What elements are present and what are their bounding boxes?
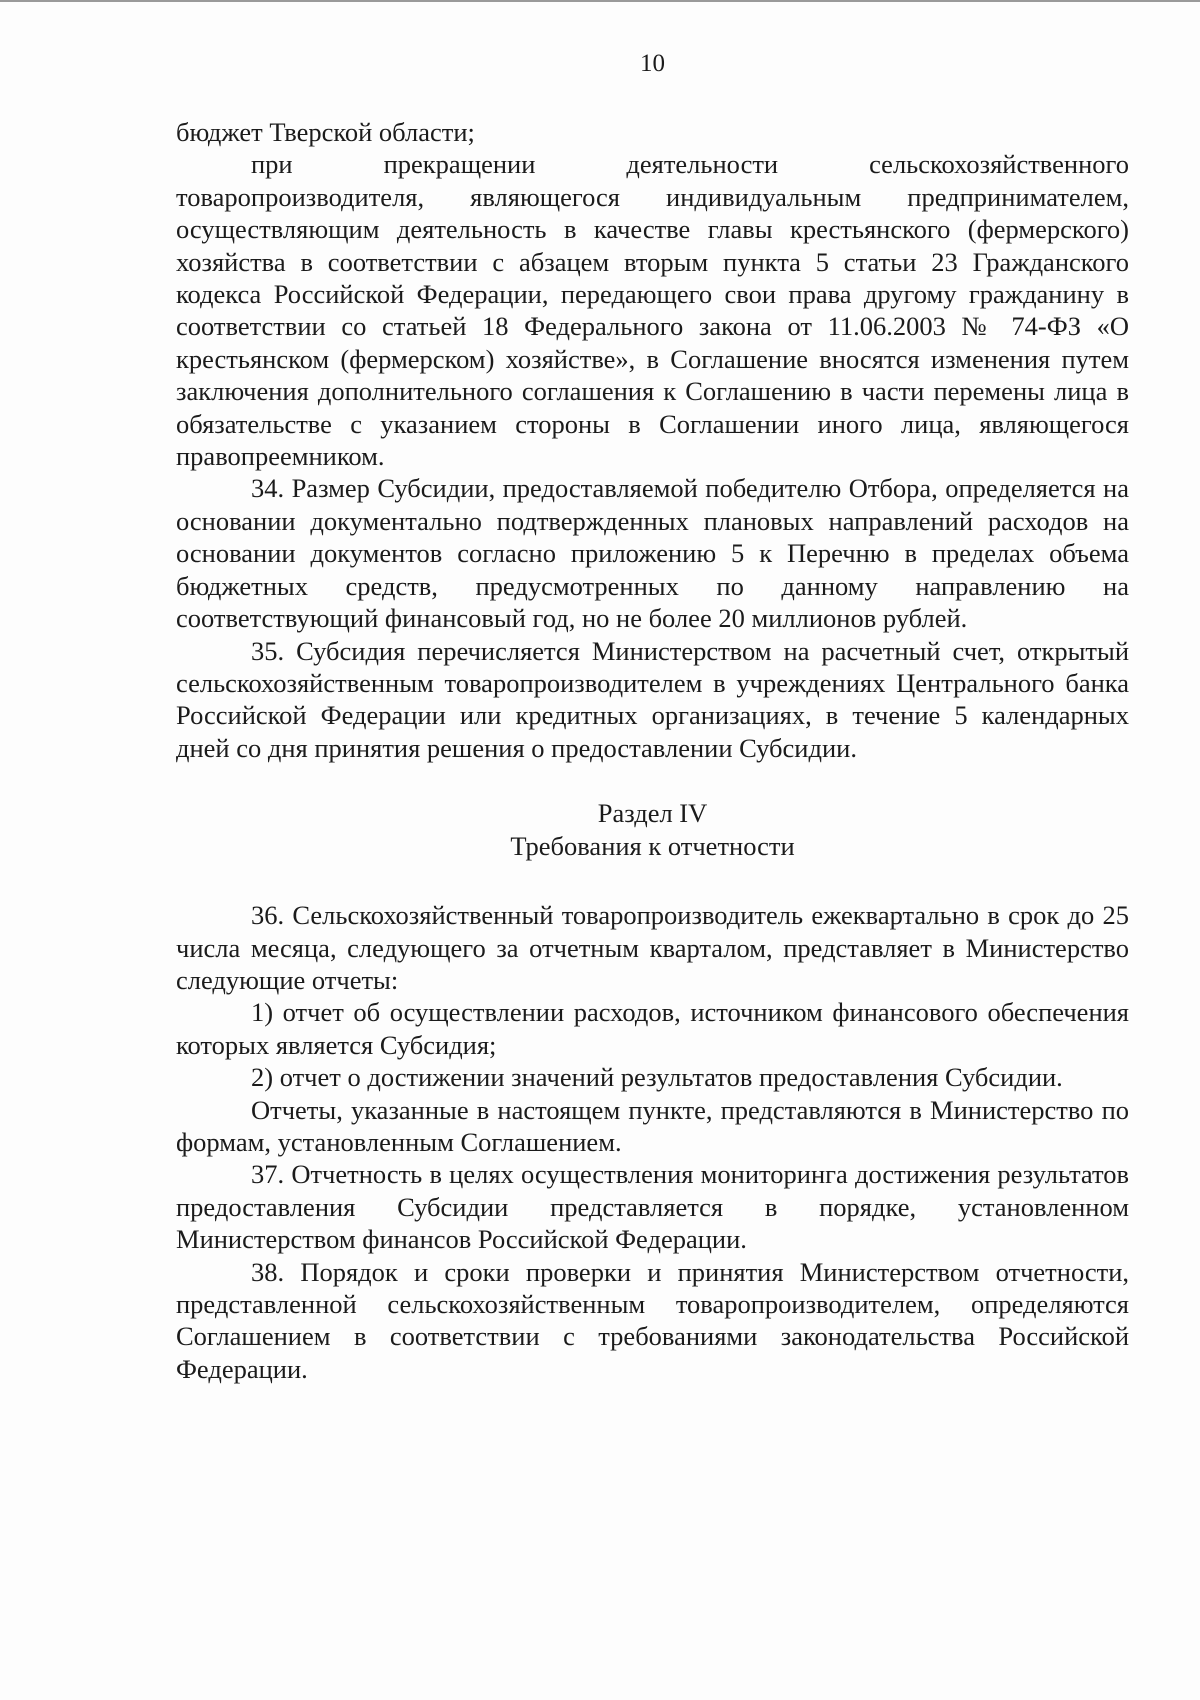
document-body bbox=[176, 116, 1129, 1385]
section-heading bbox=[176, 797, 1129, 863]
paragraph-36-item-2: 2) отчет о достижении значений результатов предоставления Субсидии. bbox=[251, 1062, 1063, 1093]
paragraph-36-item-1: 1) отчет об осуществлении расходов, источником финансового обеспечения которых является Субсидия; bbox=[176, 997, 1129, 1060]
paragraph-36: 36. Сельскохозяйственный товаропроизводитель ежеквартально в срок до 25 числа месяца, следующего за отчетным кварталом, представляет в Министерство следующие отчеты: bbox=[176, 900, 1129, 995]
paragraph-budget-continuation: бюджет Тверской области; bbox=[176, 117, 475, 147]
page-top-edge bbox=[0, 0, 1200, 2]
paragraph-38: 38. Порядок и сроки проверки и принятия Министерством отчетности, представленной сельскохозяйственным товаропроизводителем, определяются Соглашением в соответствии с требованиями законодательства Российской Федерации. bbox=[176, 1256, 1129, 1384]
section-title: Требования к отчетности bbox=[510, 831, 795, 862]
paragraph-35: 35. Субсидия перечисляется Министерством на расчетный счет, открытый сельскохозяйственным товаропроизводителем в учреждениях Центрального банка Российской Федерации или кредитных организациях, в течение 5 календарных дней со дня принятия решения о предоставлении Субсидии. bbox=[176, 635, 1129, 763]
section-number: Раздел IV bbox=[597, 798, 708, 829]
paragraph-37: 37. Отчетность в целях осуществления мониторинга достижения результатов предоставления Субсидии представляется в порядке, установленном Министерством финансов Российской Федерации. bbox=[176, 1159, 1129, 1255]
paragraph-36-forms: Отчеты, указанные в настоящем пункте, представляются в Министерство по формам, установленным Соглашением. bbox=[176, 1094, 1129, 1157]
page-number: 10 bbox=[640, 50, 665, 77]
paragraph-farm-termination: при прекращении деятельности сельскохозяйственного товаропроизводителя, являющегося индивидуальным предпринимателем, осуществляющим деятельность в качестве главы крестьянского (фермерского) хозяйства в соответствии с абзацем вторым пункта 5 статьи 23 Гражданского кодекса Российской Федерации, передающего свои права другому гражданину в соответствии со статьей 18 Федерального закона от 11.06.2003 № 74-ФЗ «О крестьянском (фермерском) хозяйстве», в Соглашение вносятся изменения путем заключения дополнительного соглашения к Соглашению в части перемены лица в обязательстве с указанием стороны в Соглашении иного лица, являющегося правопреемником. bbox=[176, 149, 1129, 472]
paragraph-34: 34. Размер Субсидии, предоставляемой победителю Отбора, определяется на основании документально подтвержденных плановых направлений расходов на основании документов согласно приложению 5 к Перечню в пределах объема бюджетных средств, предусмотренных по данному направлению на соответствующий финансовый год, но не более 20 миллионов рублей. bbox=[176, 473, 1129, 634]
